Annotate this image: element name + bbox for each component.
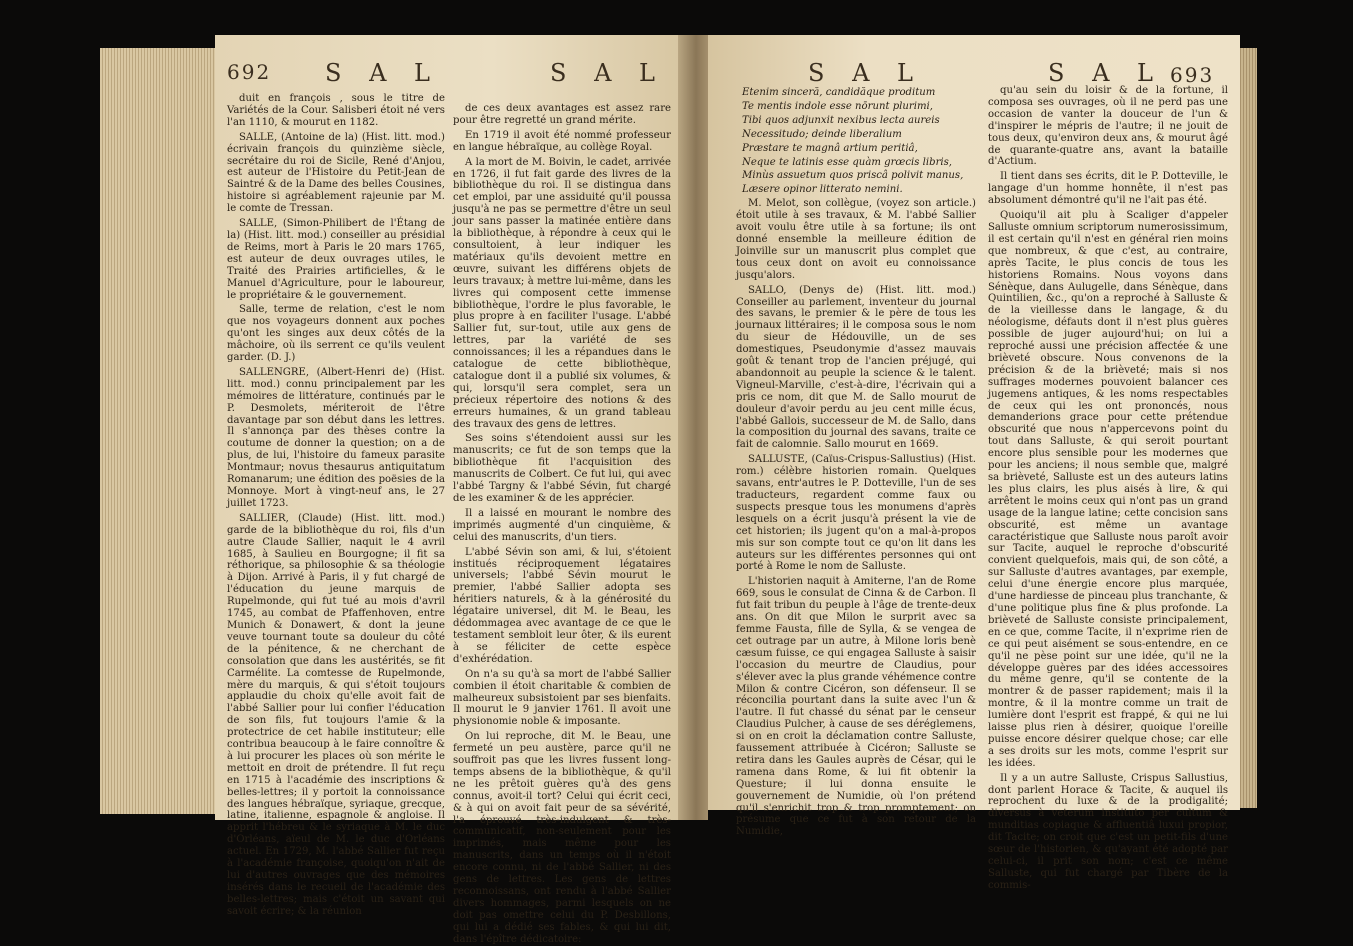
paragraph: SALLENGRE, (Albert-Henri de) (Hist. litt. mod.) connu principalement par les mémoires de littérature, continués par le P. Desmolets, mériteroit de l'être davantage par son début dans les lettres. Il s'annonça par des thèses contre la coutume de donner la question; on a de plus, de lui, l'histoire du fameux parasite Montmaur; novus thesaurus antiquitatum Romanarum; une édition des poësies de la Monnoye. Mort à vingt-neuf ans, le 27 juillet 1723. (227, 366, 445, 509)
left-page-edges (100, 48, 230, 814)
paragraph: L'abbé Sévin son ami, & lui, s'étoient institués réciproquement légataires universels; l'abbé Sévin mourut le premier, l'abbé Sallier adopta ses héritiers naturels, & à la générosité du légataire universel, dit M. le Beau, les dédommagea avec avantage de ce que le testament sembloit leur ôter, & ils eurent à se féliciter de cette espèce d'exhérédation. (453, 546, 671, 665)
paragraph: En 1719 il avoit été nommé professeur en langue hébraïque, au collège Royal. (453, 129, 671, 153)
paragraph: SALLUSTE, (Caïus-Crispus-Sallustius) (Hist. rom.) célèbre historien romain. Quelques savans, entr'autres le P. Dotteville, l'un de ses traducteurs, regardent comme faux ou suspects presque tous les monumens d'après lesquels on a écrit jusqu'à présent la vie de cet historien; ils jugent qu'on a mal-à-propos mis sur son compte tout ce qu'on lit dans les auteurs sur les différentes personnes qui ont porté à Rome le nom de Salluste. (736, 454, 976, 573)
verse-line: Neque te latinis esse quàm grœcis libris, (742, 156, 953, 168)
verse-line: Etenim sinceră, candidăque proditum (742, 87, 936, 98)
left-header-1: S A L (325, 59, 440, 87)
paragraph: On lui reproche, dit M. le Beau, une fermeté un peu austère, parce qu'il ne souffroit pas que les livres fussent long-temps absens de la bibliothèque, & qu'il ne les prêtoit guères qu'à des gens connus, avoit-il tort? Celui qui écrit ceci, & à qui on avoit fait peur de sa sévérité, l'a éprouvé très-indulgent & très-communicatif, non-seulement pour les imprimés, mais même pour les manuscrits, dans un temps où il n'étoit encore connu, ni de l'abbé Sallier, ni des gens de lettres. Les gens de lettres reconnoissans, ont rendu à l'abbé Sallier divers hommages, parmi lesquels on ne doit pas omettre celui du P. Desbillons, qui lui a dédié ses fables, & qui lui dit, dans l'épître dédicatoire: (453, 731, 671, 945)
left-page (215, 35, 678, 945)
paragraph: SALLE, (Antoine de la) (Hist. litt. mod.) écrivain françois du quinzième siècle, secrétaire du roi de Sicile, René d'Anjou, est auteur de l'Histoire du Petit-Jean de Saintré & de la Dame des belles Cousines, histoire si agréablement rajeunie par M. le comte de Tressan. (227, 131, 445, 215)
paragraph: Quoiqu'il ait plu à Scaliger d'appeler Salluste omnium scriptorum numerosissimum, il est certain qu'il n'est en général rien moins que nombreux, & que c'est, au contraire, après Tacite, le plus concis de tous les historiens Romains. Nous voyons dans Sénèque, dans Aulugelle, dans Sénèque, dans Quintilien, &c., qu'on a reproché à Salluste & de la vieillesse dans le langage, & du néologisme, défauts dont il n'est plus guères possible de juger aujourd'hui; on lui a reproché aussi une précision affectée & une brièveté obscure. Nous convenons de la précision & de la brièveté; mais si nos suffrages modernes pouvoient balancer ces jugemens antiques, & les noms respectables de ceux qui les ont prononcés, nous demanderions grace pour cette prétendue obscurité que nous n'appercevons point du tout dans Salluste, & qui seroit pourtant encore plus sensible pour les modernes que pour les anciens; il nous semble que, malgré sa brièveté, Salluste est un des auteurs latins les plus clairs, les plus aisés à lire, & qui arrêtent le moins ceux qui n'ont pas un grand usage de la langue latine; cette concision sans obscurité, est même un avantage caractéristique que Salluste nous paroît avoir sur Tacite, auquel le reproche d'obscurité convient quelquefois, mais qui, de son côté, a sur Salluste d'autres avantages, par exemple, celui d'une énergie encore plus marquée, d'une hardiesse de pinceau plus tranchante, & d'une politique plus fine & plus profonde. La brièveté de Salluste consiste principalement, en ce que, comme Tacite, il n'exprime rien de ce qui peut aisément se sous-entendre, en ce qu'il ne pèse point sur une idée, qu'il ne la développe guères par des idées accessoires du même genre, qu'il se contente de la montrer & de passer rapidement; mais il la montre, & il la montre comme un trait de lumière dont l'esprit est frappé, & qui ne lui laisse plus rien à désirer, quoique l'oreille puisse encore désirer quelque chose; car elle a ses droits sur les mots, comme l'esprit sur les idées. (988, 210, 1228, 769)
verse-line: Præstare te magnâ artium peritiâ, (742, 142, 918, 154)
page-number-right: 693 (1170, 63, 1215, 87)
paragraph: SALLIER, (Claude) (Hist. litt. mod.) garde de la bibliothèque du roi, fils d'un autre Claude Sallier, naquit le 4 avril 1685, à Saulieu en Bourgogne; il fit sa réthorique, sa philosophie & sa théologie à Dijon. Arrivé à Paris, il y fut chargé de l'éducation du jeune marquis de Rupelmonde, qui fut tué au mois d'avril 1745, au combat de Pfaffenhoven, entre Munich & Donawert, & dont la jeune veuve tournant toute sa douleur du côté de la pénitence, & ne cherchant de consolation que dans les austérités, se fit Carmélite. La comtesse de Rupelmonde, mère du marquis, & qui s'étoit toujours applaudie du choix qu'elle avoit fait de l'abbé Sallier pour lui confier l'éducation de son fils, fut toujours l'amie & la protectrice de cet habile instituteur; elle contribua beaucoup à le faire connoître & à lui procurer les places où son mérite le mettoit en droit de prétendre. Il fut reçu en 1715 à l'académie des inscriptions & belles-lettres; il y portoit la connoissance des langues hébraïque, syriaque, grecque, latine, italienne, espagnole & angloise. Il apprit l'hébreu & le syriaque à M. le duc d'Orléans, aïeul de M. le duc d'Orléans actuel. En 1729, M. l'abbé Sallier fut reçu à l'académie françoise, quoiqu'on n'ait de lui d'autres ouvrages que des mémoires insérés dans le recueil de l'académie des belles-lettres; mais c'étoit un savant qui savoit écrire; & la réunion (227, 512, 445, 917)
paragraph: Salle, terme de relation, c'est le nom que nos voyageurs donnent aux poches qu'ont les singes aux deux côtés de la mâchoire, où ils serrent ce qu'ils veulent garder. (D. J.) (227, 304, 445, 364)
left-header-2: S A L (550, 59, 665, 87)
paragraph: Il y a un autre Salluste, Crispus Sallustius, dont parlent Horace & Tacite, & auquel ils reprochent du luxe & de la prodigalité; diversus à veterum instituto per cultum & munditias copiaque & affluentiâ luxui propior, dit Tacite; on croit que c'est un petit-fils d'une sœur de l'historien, & qu'ayant été adopté par celui-ci, il prit son nom; c'est ce même Salluste, qui fut chargé par Tibère de la commis- (988, 772, 1228, 891)
paragraph: qu'au sein du loisir & de la fortune, il composa ses ouvrages, où il ne perd pas une occasion de vanter la douceur de l'un & d'inspirer le mépris de l'autre; il ne jouit de tous deux, qu'environ deux ans, & mourut âgé de quarante-quatre ans, avant la bataille d'Actium. (988, 85, 1228, 168)
paragraph: duit en françois , sous le titre de Variétés de la Cour. Salisberi étoit né vers l'an 1110, & mourut en 1182. (227, 93, 445, 128)
paragraph: L'historien naquit à Amiterne, l'an de Rome 669, sous le consulat de Cinna & de Carbon. Il fut fait tribun du peuple à l'âge de trente-deux ans. On dit que Milon le surprit avec sa femme Fausta, fille de Sylla, & se vengea de cet outrage par un autre, à Milone loris benè cæsum fuisse, ce qui engagea Salluste à saisir l'occasion du meurtre de Claudius, pour s'élever avec la plus grande véhémence contre Milon & contre Cicéron, son défenseur. Il se réconcilia pourtant dans la suite avec l'un & l'autre. Il fut chassé du sénat par le censeur Claudius Pulcher, à cause de ses déréglemens, si on en croit la déclamation contre Salluste, faussement attribuée à Cicéron; Salluste se retira dans les Gaules auprès de César, qui le ramena dans Rome, & lui fit obtenir la Questure; il lui donna ensuite le gouvernement de Numidie, où l'on prétend qu'il s'enrichit trop & trop promptement; on présume que ce fut à son retour de la Numidie, (736, 576, 976, 838)
right-page-column-2 (988, 85, 1228, 891)
verse-line: Tibi quos adjunxit nexibus lecta aureis (742, 114, 940, 126)
verse-line: Minùs assuetum quos priscâ polivit manus, (742, 170, 964, 182)
verse-line: Te mentis indole esse nōrunt plurimi, (742, 100, 933, 112)
paragraph: SALLE, (Simon-Philibert de l'Étang de la) (Hist. litt. mod.) conseiller au présidial de Reims, mort à Paris le 20 mars 1765, est auteur de deux ouvrages utiles, le Traité des Prairies artificielles, & le Manuel d'Agriculture, pour le laboureur, le propriétaire & le gouvernement. (227, 218, 445, 301)
page-number-left: 692 (227, 60, 272, 84)
verse-line: Necessitudo; deinde liberalium (742, 128, 902, 140)
verse-line: Læsere opinor litterato nemini. (742, 184, 903, 196)
right-page (708, 35, 1240, 891)
paragraph: SALLO, (Denys de) (Hist. litt. mod.) Conseiller au parlement, inventeur du journal des savans, le premier & le père de tous les journaux littéraires; il le composa sous le nom du sieur de Hédouville, un de ses domestiques, Pseudonymie d'assez mauvais goût & tenant trop de l'ancien préjugé, qui abandonnoit au peuple la science & le talent. Vigneul-Marville, c'est-à-dire, l'écrivain qui a pris ce nom, dit que M. de Sallo mourut de douleur d'avoir perdu au jeu cent mille écus, l'abbé Gallois, successeur de M. de Sallo, dans la composition du journal des savans, traite ce fait de calomnie. Sallo mourut en 1669. (736, 284, 976, 451)
paragraph: de ces deux avantages est assez rare pour être regretté un grand mérite. (453, 103, 671, 126)
paragraph: On n'a su qu'à sa mort de l'abbé Sallier combien il étoit charitable & combien de malheureux subsistoient par ses bienfaits. Il mourut le 9 janvier 1761. Il avoit une physionomie noble & imposante. (453, 668, 671, 728)
right-header-1: S A L (808, 59, 923, 87)
paragraph: A la mort de M. Boivin, le cadet, arrivée en 1726, il fut fait garde des livres de la bibliothèque du roi. Il se distingua dans cet emploi, par une assiduité qu'il poussa jusqu'à ne pas se permettre d'être un seul jour sans passer la matinée entière dans la bibliothèque, à répondre à ceux qui le consultoient, à leur indiquer les matériaux qu'ils devoient mettre en œuvre, suivant les différens objets de leurs travaux; à mettre lui-même, dans les livres qui composent cette immense bibliothèque, l'ordre le plus favorable, le plus propre à en faciliter l'usage. L'abbé Sallier fut, sur-tout, utile aux gens de lettres, par la variété de ses connoissances; il les a répandues dans le catalogue de cette bibliothèque, catalogue dont il a publié six volumes, & qui, lorsqu'il sera complet, sera un précieux répertoire des notions & des erreurs humaines, & un grand tableau des travaux des gens de lettres. (453, 156, 671, 430)
right-page-column-1 (736, 87, 976, 838)
paragraph: Il tient dans ses écrits, dit le P. Dotteville, le langage d'un homme honnête, il n'est pas absolument démontré qu'il ne l'ait pas été. (988, 171, 1228, 207)
left-page-column-1 (227, 93, 445, 917)
paragraph: Ses soins s'étendoient aussi sur les manuscrits; ce fut de son temps que la bibliothèque fit l'acquisition des manuscrits de Colbert. Ce fut lui, qui avec l'abbé Targny & l'abbé Sévin, fut chargé de les examiner & de les apprécier. (453, 433, 671, 504)
book-gutter (678, 35, 708, 820)
right-header-2: S A L (1048, 59, 1163, 87)
paragraph: M. Melot, son collègue, (voyez son article.) étoit utile à ses travaux, & M. l'abbé Sallier avoit voulu être utile à sa fortune; ils ont donné ensemble la meilleure édition de Joinville sur un manuscrit plus complet que tous ceux dont on avoit eu connoissance jusqu'alors. (736, 198, 976, 281)
paragraph: Il a laissé en mourant le nombre des imprimés augmenté d'un cinquième, & celui des manuscrits, d'un tiers. (453, 507, 671, 543)
left-page-column-2 (453, 103, 671, 945)
